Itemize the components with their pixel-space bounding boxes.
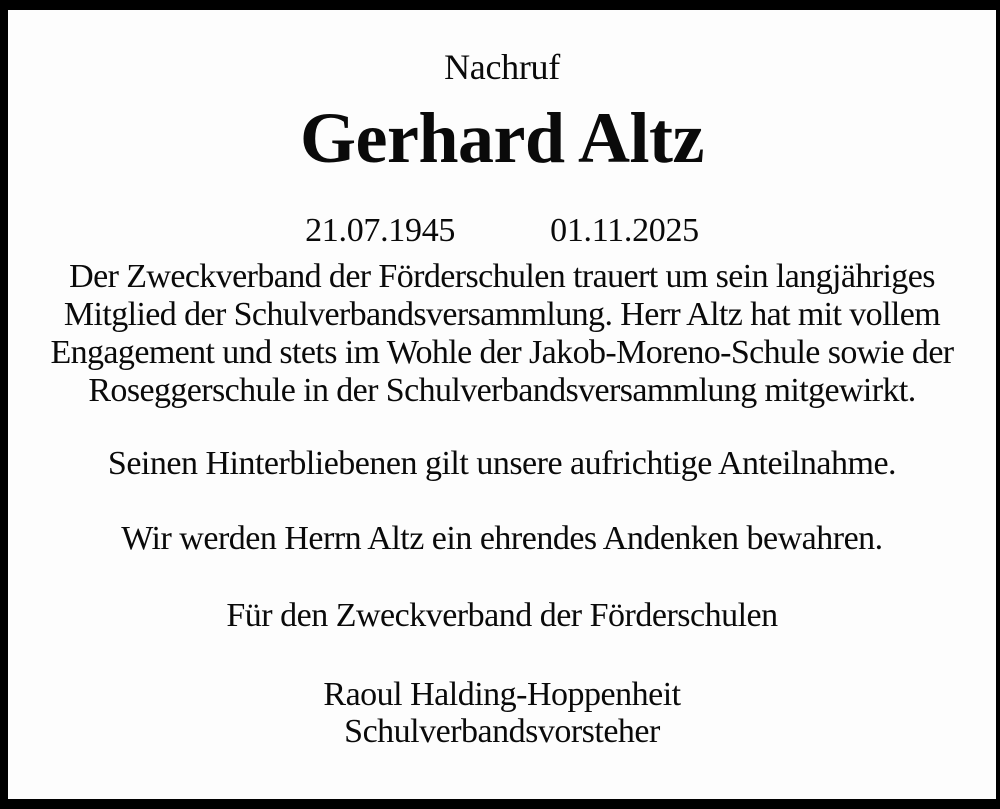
condolence-line: Seinen Hinterbliebenen gilt unsere aufrichtige Anteilnahme. (107, 445, 897, 482)
signatory-name: Raoul Halding-Hoppenheit (323, 676, 681, 713)
deceased-name: Gerhard Altz (300, 98, 704, 178)
tribute-line-2: Mitglied der Schulverbandsversammlung. Herr Altz hat mit vollem (63, 296, 941, 333)
obituary-notice-page (8, 10, 996, 799)
death-date: 01.11.2025 (550, 212, 699, 249)
tribute-line-1: Der Zweckverband der Förderschulen trauert um sein langjähriges (69, 258, 935, 295)
life-dates (8, 214, 996, 248)
tribute-paragraph (8, 258, 996, 410)
organization-line: Für den Zweckverband der Förderschulen (226, 597, 778, 634)
signature-block (8, 676, 996, 750)
notice-kicker: Nachruf (444, 47, 560, 87)
tribute-line-4: Roseggerschule in der Schulverbandsversammlung mitgewirkt. (88, 372, 916, 409)
remembrance-line: Wir werden Herrn Altz ein ehrendes Andenken bewahren. (121, 520, 883, 557)
birth-date: 21.07.1945 (305, 212, 456, 249)
tribute-line-3: Engagement und stets im Wohle der Jakob-Moreno-Schule sowie der (50, 334, 954, 371)
signatory-title: Schulverbandsvorsteher (344, 713, 660, 750)
